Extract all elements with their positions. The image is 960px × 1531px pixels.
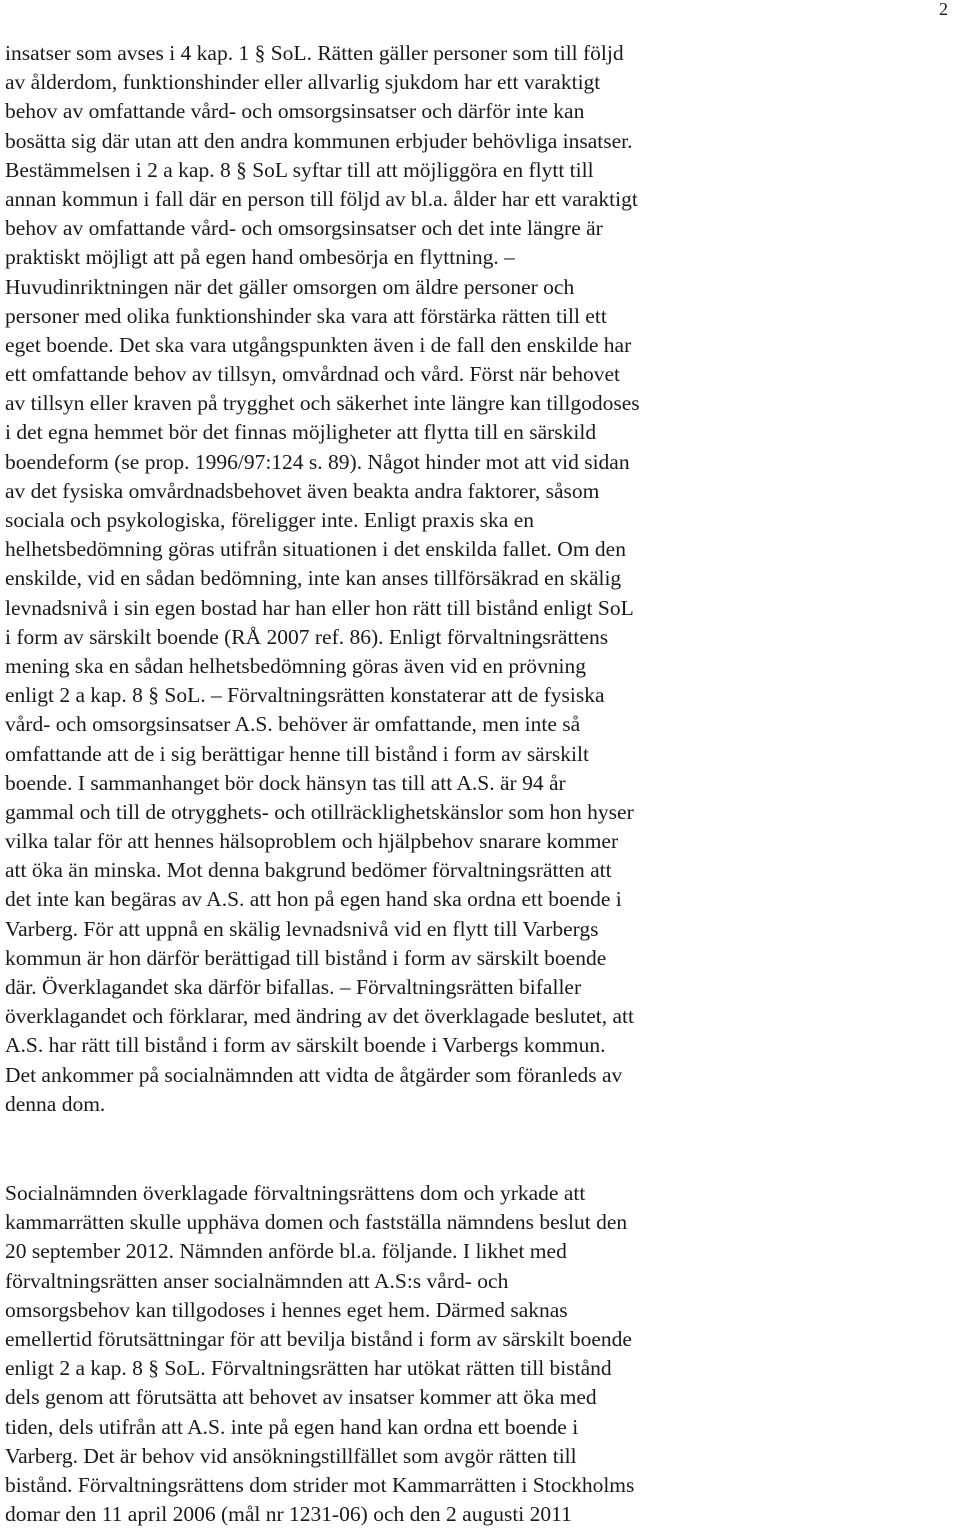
text-line: det inte kan begäras av A.S. att hon på egen hand ska ordna ett boende i xyxy=(5,887,622,912)
body-paragraph-2 xyxy=(5,1179,957,1529)
text-line: kommun är hon därför berättigad till bistånd i form av särskilt boende xyxy=(5,945,607,970)
text-line: mening ska en sådan helhetsbedömning göras även vid en prövning xyxy=(5,653,586,678)
text-line: dels genom att förutsätta att behovet av insatser kommer att öka med xyxy=(5,1385,597,1410)
text-line: av ålderdom, funktionshinder eller allvarlig sjukdom har ett varaktigt xyxy=(5,70,601,95)
text-line: domar den 11 april 2006 (mål nr 1231-06) och den 2 augusti 2011 xyxy=(5,1502,572,1527)
text-line: Varberg. För att uppnå en skälig levnadsnivå vid en flytt till Varbergs xyxy=(5,916,599,941)
page-number: 2 xyxy=(939,0,948,19)
text-line: ett omfattande behov av tillsyn, omvårdnad och vård. Först när behovet xyxy=(5,362,620,387)
text-line: Socialnämnden överklagade förvaltningsrättens dom och yrkade att xyxy=(5,1181,586,1205)
text-line: vilka talar för att hennes hälsoproblem och hjälpbehov snarare kommer xyxy=(5,829,619,854)
text-line: sociala och psykologiska, föreligger inte. Enligt praxis ska en xyxy=(5,508,535,532)
text-line: personer med olika funktionshinder ska vara att förstärka rätten till ett xyxy=(5,303,607,328)
text-line: insatser som avses i 4 kap. 1 § SoL. Rätten gäller personer som till följd xyxy=(5,41,624,65)
body-paragraph-1 xyxy=(5,39,957,1119)
text-line: gammal och till de otrygghets- och otillräcklighetskänslor som hon hyser xyxy=(5,799,634,824)
text-line: överklagandet och förklarar, med ändring av det överklagade beslutet, att xyxy=(5,1004,634,1029)
text-line: förvaltningsrätten anser socialnämnden att A.S:s vård- och xyxy=(5,1268,509,1293)
text-line: levnadsnivå i sin egen bostad har han eller hon rätt till bistånd enligt SoL xyxy=(5,595,634,620)
text-line: helhetsbedömning göras utifrån situationen i det enskilda fallet. Om den xyxy=(5,537,626,562)
text-line: av tillsyn eller kraven på trygghet och säkerhet inte längre kan tillgodoses xyxy=(5,391,640,416)
text-line: i det egna hemmet bör det finnas möjligheter att flytta till en särskild xyxy=(5,420,597,445)
text-line: enligt 2 a kap. 8 § SoL. – Förvaltningsrätten konstaterar att de fysiska xyxy=(5,683,605,708)
text-line: boendeform (se prop. 1996/97:124 s. 89). Något hinder mot att vid sidan xyxy=(5,449,630,474)
text-line: 20 september 2012. Nämnden anförde bl.a. följande. I likhet med xyxy=(5,1239,567,1264)
text-line: behov av omfattande vård- och omsorgsinsatser och det inte längre är xyxy=(5,216,603,241)
text-line: eget boende. Det ska vara utgångspunkten även i de fall den enskilde har xyxy=(5,332,632,357)
text-line: vård- och omsorgsinsatser A.S. behöver är omfattande, men inte så xyxy=(5,712,581,737)
text-line: A.S. har rätt till bistånd i form av särskilt boende i Varbergs kommun. xyxy=(5,1033,606,1058)
text-line: kammarrätten skulle upphäva domen och fastställa nämndens beslut den xyxy=(5,1210,628,1235)
text-line: boende. I sammanhanget bör dock hänsyn tas till att A.S. är 94 år xyxy=(5,770,566,795)
text-line: omsorgsbehov kan tillgodoses i hennes eget hem. Därmed saknas xyxy=(5,1297,568,1322)
text-line: emellertid förutsättningar för att bevilja bistånd i form av särskilt boende xyxy=(5,1326,632,1351)
text-line: Det ankommer på socialnämnden att vidta de åtgärder som föranleds av xyxy=(5,1062,623,1087)
text-line: av det fysiska omvårdnadsbehovet även beakta andra faktorer, såsom xyxy=(5,478,600,503)
text-line: enskilde, vid en sådan bedömning, inte kan anses tillförsäkrad en skälig xyxy=(5,566,622,591)
text-line: behov av omfattande vård- och omsorgsinsatser och därför inte kan xyxy=(5,99,585,124)
text-line: denna dom. xyxy=(5,1091,106,1116)
text-line: praktiskt möjligt att på egen hand ombesörja en flyttning. – xyxy=(5,245,515,270)
text-line: bistånd. Förvaltningsrättens dom strider mot Kammarrätten i Stockholms xyxy=(5,1472,635,1497)
text-line: att öka än minska. Mot denna bakgrund bedömer förvaltningsrätten att xyxy=(5,858,612,883)
text-line: Huvudinriktningen när det gäller omsorgen om äldre personer och xyxy=(5,274,575,299)
text-line: annan kommun i fall där en person till följd av bl.a. ålder har ett varaktigt xyxy=(5,186,638,211)
text-line: Varberg. Det är behov vid ansökningstillfället som avgör rätten till xyxy=(5,1443,577,1468)
text-line: där. Överklagandet ska därför bifallas. – Förvaltningsrätten bifaller xyxy=(5,975,582,999)
text-line: Bestämmelsen i 2 a kap. 8 § SoL syftar till att möjliggöra en flytt till xyxy=(5,157,594,182)
text-line: omfattande att de i sig berättigar henne till bistånd i form av särskilt xyxy=(5,741,589,766)
text-line: i form av särskilt boende (RÅ 2007 ref. 86). Enligt förvaltningsrättens xyxy=(5,624,609,649)
text-line: bosätta sig där utan att den andra kommunen erbjuder behövliga insatser. xyxy=(5,128,633,153)
text-line: tiden, dels utifrån att A.S. inte på egen hand kan ordna ett boende i xyxy=(5,1414,579,1439)
text-line: enligt 2 a kap. 8 § SoL. Förvaltningsrätten har utökat rätten till bistånd xyxy=(5,1356,612,1381)
